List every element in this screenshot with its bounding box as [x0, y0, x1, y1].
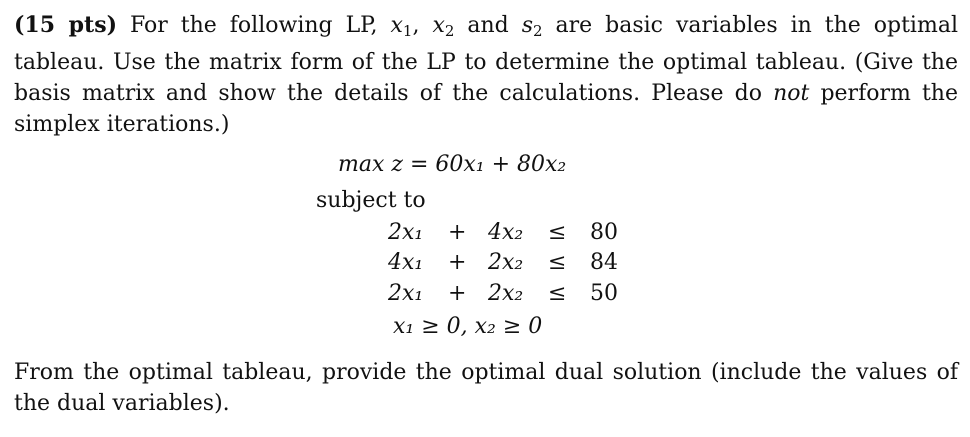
intro-text-a: For the following LP,	[117, 13, 391, 38]
intro-text-c: perform the simplex iterations.)	[14, 81, 958, 137]
constraint-1-term1: 2x₁	[388, 220, 424, 245]
constraint-1-relation: ≤	[548, 220, 567, 245]
intro-text-b: are basic variables in the optimal tableau. Use the matrix form of the LP to determine the optimal tableau. (Give the basis matrix and show the details of the calculations. Please do	[14, 13, 958, 106]
constraint-1-rhs: 80	[590, 220, 618, 245]
var-x2-subscript: 2	[444, 22, 455, 40]
constraint-2-relation: ≤	[548, 250, 567, 275]
closing-question-text: From the optimal tableau, provide the optimal dual solution (include the values of the dual variables).	[14, 360, 958, 416]
constraint-2-operator: +	[448, 250, 467, 275]
var-s2: s	[521, 13, 534, 38]
var-s2-subscript: 2	[533, 22, 543, 40]
subject-to-label: subject to	[316, 188, 426, 213]
constraint-3-operator: +	[448, 281, 467, 306]
constraint-2-rhs: 84	[590, 250, 618, 275]
var-x2: x	[432, 13, 445, 38]
objective-function: max z = 60x₁ + 80x₂	[338, 152, 567, 177]
comma: ,	[412, 13, 433, 38]
constraint-3-rhs: 50	[590, 281, 618, 306]
constraint-1-operator: +	[448, 220, 467, 245]
nonnegativity-constraints: x₁ ≥ 0, x₂ ≥ 0	[393, 314, 543, 339]
constraint-3-relation: ≤	[548, 281, 567, 306]
question-text	[14, 10, 958, 140]
constraint-3-term1: 2x₁	[388, 281, 424, 306]
constraint-1-term2: 4x₂	[488, 220, 524, 245]
points-label: (15 pts)	[14, 12, 118, 38]
constraint-3-term2: 2x₂	[488, 281, 524, 306]
and-word: and	[454, 13, 522, 38]
constraint-2-term2: 2x₂	[488, 250, 524, 275]
var-x1: x	[390, 13, 403, 38]
constraint-2-term1: 4x₁	[388, 250, 424, 275]
var-x1-subscript: 1	[402, 22, 413, 40]
emphasis-not: not	[773, 81, 810, 106]
